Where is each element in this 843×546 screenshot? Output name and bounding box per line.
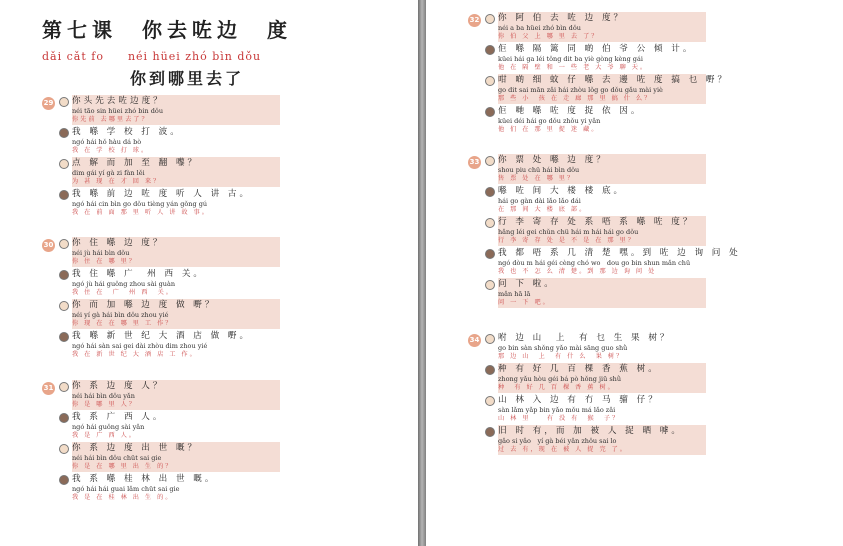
cantonese-text: 我 住 喺 广 州 西 关。 xyxy=(72,269,206,279)
cantonese-text: 你 而 加 喺 边 度 做 嘢？ xyxy=(72,300,217,310)
mandarin-gloss: 那 些 小 孩 在 走 廊 那 里 搞 什 么？ xyxy=(498,95,653,102)
cantonese-text: 山 林 入 边 有 冇 马 骝 仔？ xyxy=(498,395,660,405)
cantonese-text: 喺 咗 间 大 楼 楼 底。 xyxy=(498,186,626,196)
speaker-avatar-icon xyxy=(485,280,495,290)
pinyin-text: küei hái ga léi tǒng dit ba yiè gòng kèng gái xyxy=(498,55,643,63)
cantonese-text: 你头先去咗边度？ xyxy=(72,96,165,106)
speaker-avatar-icon xyxy=(59,128,69,138)
pinyin-text: néi yí gà hái bìn dǒu zhou yié xyxy=(72,311,169,319)
dialogue-number-marker: 31 xyxy=(42,382,55,395)
speaker-avatar-icon xyxy=(485,365,495,375)
dialogue-line xyxy=(42,127,280,155)
pinyin-text: néi tão sin hüei zhó bin dǒu xyxy=(72,107,164,115)
dialogue-line xyxy=(42,443,280,471)
cantonese-text: 我 都 唔 系 几 清 楚 嘿。到 咗 边 询 问 处 xyxy=(498,248,741,258)
speaker-avatar-icon xyxy=(485,76,495,86)
mandarin-gloss: 你 是 在 哪 里 出 生 的？ xyxy=(72,463,174,470)
cantonese-text: 旧 时 有，而 加 被 人 捉 晒 嘑。 xyxy=(498,426,683,436)
pinyin-text: mǎn hā lā xyxy=(498,290,531,298)
pinyin-text: hǎng léi gei chǔn chü hái m hái hái go dǒu xyxy=(498,228,639,236)
cantonese-text: 你 阿 伯 去 咗 边 度？ xyxy=(498,13,626,23)
dialogue-line xyxy=(468,217,706,245)
cantonese-text: 佢 喺 隔 篱 同 啲 伯 爷 公 倾 计。 xyxy=(498,44,695,54)
dialogue-line xyxy=(468,155,706,183)
pinyin-text: küei déi hái go dǒu zhǒu yi yǎn xyxy=(498,117,601,125)
dialogue-line xyxy=(42,238,280,266)
dialogue-line xyxy=(468,364,706,392)
dialogue-number-marker: 34 xyxy=(468,334,481,347)
dialogue-line xyxy=(468,186,706,214)
pinyin-text: zhong yǎu hòu géi bá pò hǒng jiū shǜ xyxy=(498,375,622,383)
mandarin-gloss: 过 去 有，现 在 被 人 捉 完 了。 xyxy=(498,446,628,453)
speaker-avatar-icon xyxy=(59,382,69,392)
dialogue-line xyxy=(468,333,706,361)
speaker-avatar-icon xyxy=(485,187,495,197)
dialogue-line xyxy=(468,248,741,276)
dialogue-line xyxy=(42,96,280,124)
pinyin-text: hái go gàn dài lǎo lǎo dái xyxy=(498,197,581,205)
pinyin-text: go dit sai mān zǎi hái zhòu lǒg go dǒu gǎu mài yiè xyxy=(498,86,663,94)
mandarin-gloss: 你 现 在 在 哪 里 工 作？ xyxy=(72,320,174,327)
dialogue-group xyxy=(468,13,730,137)
cantonese-text: 问 下 啦。 xyxy=(498,279,556,289)
cantonese-text: 你 系 边 度 出 世 嘅？ xyxy=(72,443,200,453)
cantonese-text: 点 解 而 加 至 翻 嚟？ xyxy=(72,158,200,168)
pinyin-text: sàn lǎm yǎp bin yǎo mǒu má lǎo zǎi xyxy=(498,406,616,414)
dialogue-line xyxy=(42,412,280,440)
pinyin-text: néi hái bìn dǒu chüt sai gie xyxy=(72,454,162,462)
dialogue-number-marker: 29 xyxy=(42,97,55,110)
dialogue-line xyxy=(468,106,706,134)
mandarin-gloss: 我 是 广 西 人。 xyxy=(72,432,137,439)
cantonese-text: 行 李 寄 存 处 系 唔 系 喺 咗 度？ xyxy=(498,217,695,227)
dialogue-group xyxy=(42,238,280,362)
pinyin-text: dim gái yí gà zi fàn lěi xyxy=(72,169,145,177)
dialogue-line xyxy=(42,474,280,502)
speaker-avatar-icon xyxy=(485,427,495,437)
speaker-avatar-icon xyxy=(485,396,495,406)
pinyin-text: néi a ba hüei zhó bìn dǒu xyxy=(498,24,581,32)
pinyin-text: néi jù hái bìn dǒu xyxy=(72,249,130,257)
mandarin-gloss: 种 有 好 几 百 棵 香 蕉 树。 xyxy=(498,384,616,391)
dialogue-number-marker: 30 xyxy=(42,239,55,252)
dialogue-group xyxy=(42,96,280,220)
pinyin-text: ngó hái cin bìn go dǒu tièng yán gǒng gú xyxy=(72,200,208,208)
dialogue-line xyxy=(42,158,280,186)
pinyin-text: ngó dòu m hái géi cèng chó wo dou go bin shun mǎn chü xyxy=(498,259,691,267)
mandarin-gloss: 我 在 新 世 纪 大 酒 店 工 作。 xyxy=(72,351,198,358)
dialogue-line xyxy=(468,75,730,103)
cantonese-text: 我 系 喺 桂 林 出 世 嘅。 xyxy=(72,474,217,484)
dialogue-line xyxy=(468,279,706,307)
mandarin-gloss: 我 在 学 校 打 球。 xyxy=(72,147,150,154)
mandarin-gloss: 我 住 在 广 州 西 关。 xyxy=(72,289,174,296)
mandarin-gloss: 我 在 前 面 那 里 听 人 讲 故 事。 xyxy=(72,209,210,216)
lesson-subtitle: 你到哪里去了 xyxy=(130,69,245,88)
cantonese-text: 佢 哋 喺 咗 度 捉 依 因。 xyxy=(498,106,643,116)
dialogue-line xyxy=(468,395,706,423)
speaker-avatar-icon xyxy=(485,45,495,55)
dialogue-line xyxy=(468,13,706,41)
mandarin-gloss: 行 李 寄 存 处 是 不 是 在 那 里？ xyxy=(498,237,636,244)
page-gutter xyxy=(418,0,426,546)
dialogue-line xyxy=(42,189,280,217)
pinyin-text: go bin sàn shǒng yǎo mài sāng guo shǜ xyxy=(498,344,628,352)
cantonese-text: 我 喺 新 世 纪 大 酒 店 做 嘢。 xyxy=(72,331,252,341)
cantonese-text: 你 住 喺 边 度？ xyxy=(72,238,165,248)
speaker-avatar-icon xyxy=(485,249,495,259)
pinyin-text: ngó hái hái guai lǎm chüt sai gie xyxy=(72,485,180,493)
dialogue-line xyxy=(468,426,706,454)
mandarin-gloss: 他 在 隔 壁 和 一 些 老 大 爷 聊 天。 xyxy=(498,64,649,71)
cantonese-text: 你 票 处 喺 边 度？ xyxy=(498,155,608,165)
speaker-avatar-icon xyxy=(485,334,495,344)
cantonese-text: 我 喺 前 边 咗 度 听 人 讲 古。 xyxy=(72,189,252,199)
cantonese-text: 种 有 好 几 百 棵 香 蕉 树。 xyxy=(498,364,660,374)
mandarin-gloss: 山 林 里 有 没 有 猴 子？ xyxy=(498,415,621,422)
mandarin-gloss: 在 那 间 大 楼 底 部。 xyxy=(498,206,588,213)
pinyin-text: ngó hái hǒ hàu dá bò xyxy=(72,138,142,146)
speaker-avatar-icon xyxy=(485,218,495,228)
cantonese-text: 咐 边 山 上 有 乜 生 果 树？ xyxy=(498,333,672,343)
speaker-avatar-icon xyxy=(485,14,495,24)
speaker-avatar-icon xyxy=(59,413,69,423)
mandarin-gloss: 你 伯 父 上 哪 里 去 了？ xyxy=(498,33,600,40)
speaker-avatar-icon xyxy=(59,270,69,280)
mandarin-gloss: 你 是 哪 里 人？ xyxy=(72,401,137,408)
speaker-avatar-icon xyxy=(59,239,69,249)
cantonese-text: 我 喺 学 校 打 波。 xyxy=(72,127,182,137)
mandarin-gloss: 那 边 山 上 有 什 么 果 树？ xyxy=(498,353,625,360)
dialogue-number-marker: 33 xyxy=(468,156,481,169)
dialogue-group xyxy=(42,381,280,505)
dialogue-group xyxy=(468,155,741,310)
pinyin-text: ngó hái sàn sai gei dài zhòu dim zhou yié xyxy=(72,342,208,350)
mandarin-gloss: 问 一 下 吧。 xyxy=(498,299,551,306)
mandarin-gloss: 你先前 去哪里去了？ xyxy=(72,116,150,123)
pinyin-text: shou piu chü hái bìn dǒu xyxy=(498,166,580,174)
mandarin-gloss: 为 甚 现 在 才 回 来？ xyxy=(72,178,162,185)
dialogue-line xyxy=(42,331,280,359)
mandarin-gloss: 售 票 处 在 哪 里？ xyxy=(498,175,576,182)
lesson-title-pinyin: dǎi cǎt fo néi hüei zhó bìn dǒu xyxy=(42,50,262,63)
speaker-avatar-icon xyxy=(59,332,69,342)
dialogue-line xyxy=(468,44,706,72)
cantonese-text: 我 系 广 西 人。 xyxy=(72,412,165,422)
pinyin-text: ngó hái guǒng sài yǎn xyxy=(72,423,145,431)
mandarin-gloss: 我 也 不 怎 么 清 楚。到 那 边 询 问 处 xyxy=(498,268,657,275)
speaker-avatar-icon xyxy=(59,475,69,485)
dialogue-number-marker: 32 xyxy=(468,14,481,27)
dialogue-group xyxy=(468,333,706,457)
pinyin-text: gǎo si yǎo yí gà béi yǎn zhǒu sai lo xyxy=(498,437,617,445)
left-page xyxy=(0,0,418,546)
cantonese-text: 你 系 边 度 人？ xyxy=(72,381,165,391)
speaker-avatar-icon xyxy=(485,107,495,117)
right-page xyxy=(426,0,843,546)
speaker-avatar-icon xyxy=(59,301,69,311)
speaker-avatar-icon xyxy=(485,156,495,166)
mandarin-gloss: 你 住 在 哪 里？ xyxy=(72,258,137,265)
speaker-avatar-icon xyxy=(59,97,69,107)
dialogue-line xyxy=(42,269,280,297)
pinyin-text: ngó jù hái guǒng zhou sài guàn xyxy=(72,280,176,288)
speaker-avatar-icon xyxy=(59,444,69,454)
cantonese-text: 咁 啲 细 蚊 仔 喺 去 邊 咗 度 搞 乜 嘢？ xyxy=(498,75,730,85)
mandarin-gloss: 他 们 在 那 里 捉 迷 藏。 xyxy=(498,126,600,133)
speaker-avatar-icon xyxy=(59,159,69,169)
pinyin-text: néi hái bìn dǒu yǎn xyxy=(72,392,135,400)
lesson-header xyxy=(42,14,292,89)
lesson-title: 第七课 你去咗边 度 xyxy=(42,18,292,42)
dialogue-line xyxy=(42,300,280,328)
speaker-avatar-icon xyxy=(59,190,69,200)
dialogue-line xyxy=(42,381,280,409)
mandarin-gloss: 我 是 在 桂 林 出 生 的。 xyxy=(72,494,174,501)
